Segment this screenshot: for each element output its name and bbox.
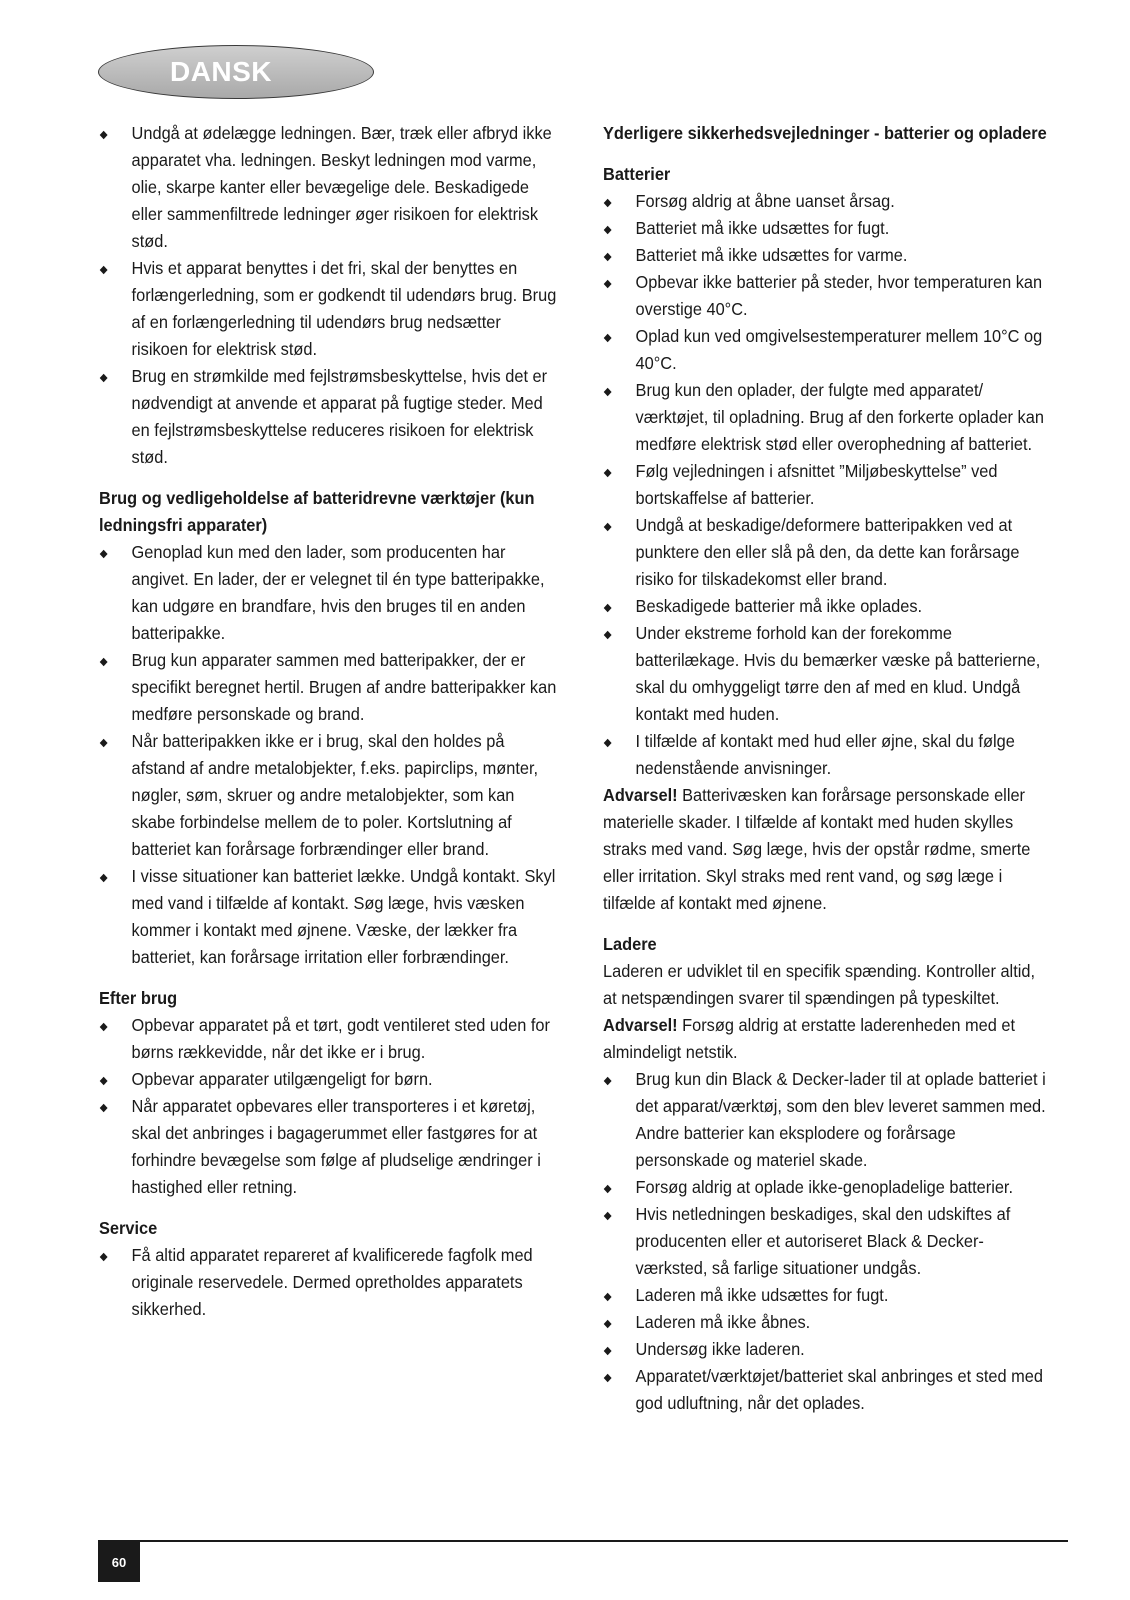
section-heading-chargers: Ladere: [603, 934, 657, 954]
list-item: Følg vejledningen i afsnittet ”Miljøbeskyttelse” ved bortskaffelse af batterier.: [603, 458, 1053, 512]
warning-label: Advarsel!: [603, 1015, 678, 1035]
language-label: DANSK: [169, 56, 273, 87]
list-item: Under ekstreme forhold kan der forekomme batterilækage. Hvis du bemærker væske på batterierne, skal du omhyggeligt tørre den af med en klud. Undgå kontakt med huden.: [603, 620, 1053, 728]
service-bullet-list: [99, 1242, 559, 1323]
warning-label: Advarsel!: [603, 785, 678, 805]
list-item: Laderen må ikke udsættes for fugt.: [603, 1282, 1053, 1309]
list-item: Når batteripakken ikke er i brug, skal den holdes på afstand af andre metalobjekter, f.eks. papirclips, mønter, nøgler, søm, skruer og andre metalobjekter, som kan skabe forbindelse mellem de to poler. Kortslutning af batteriet kan forårsage forbrændinger eller brand.: [99, 728, 559, 863]
section-heading-after-use: Efter brug: [99, 988, 178, 1008]
list-item: Få altid apparatet repareret af kvalificerede fagfolk med originale reservedele. Dermed opretholdes apparatets sikkerhed.: [99, 1242, 559, 1323]
list-item: Brug kun den oplader, der fulgte med apparatet/ værktøjet, til opladning. Brug af den forkerte oplader kan medføre elektrisk stød eller overophedning af batteriet.: [603, 377, 1053, 458]
list-item: Genoplad kun med den lader, som producenten har angivet. En lader, der er velegnet til én type batteripakke, kan udgøre en brandfare, hvis den bruges til en anden batteripakke.: [99, 539, 559, 647]
list-item: Laderen må ikke åbnes.: [603, 1309, 1053, 1336]
warning-text: Forsøg aldrig at erstatte laderenheden med et almindeligt netstik.: [603, 1015, 1016, 1062]
intro-bullet-list: [99, 120, 559, 471]
warning-text: Batterivæsken kan forårsage personskade eller materielle skader. I tilfælde af kontakt med huden skylles straks med vand. Søg læge, hvis der opstår rødme, smerte eller irritation. Skyl straks med rent vand, og søg læge i tilfælde af kontakt med øjnene.: [603, 785, 1031, 913]
list-item: Undgå at beskadige/deformere batteripakken ved at punktere den eller slå på den, da dette kan forårsage risiko for tilskadekomst eller brand.: [603, 512, 1053, 593]
list-item: Beskadigede batterier må ikke oplades.: [603, 593, 1053, 620]
list-item: Når apparatet opbevares eller transporteres i et køretøj, skal det anbringes i bagagerummet eller fastgøres for at forhindre bevægelse som følge af pludselige ændringer i hastighed eller retning.: [99, 1093, 559, 1201]
list-item: Undersøg ikke laderen.: [603, 1336, 1053, 1363]
section-heading-extra-safety: Yderligere sikkerhedsvejledninger - batterier og opladere: [603, 123, 1047, 143]
list-item: Batteriet må ikke udsættes for varme.: [603, 242, 1053, 269]
list-item: Forsøg aldrig at oplade ikke-genopladelige batterier.: [603, 1174, 1053, 1201]
language-badge: [98, 45, 374, 99]
list-item: Hvis netledningen beskadiges, skal den udskiftes af producenten eller et autoriseret Black & Decker-værksted, så farlige situationer undgås.: [603, 1201, 1053, 1282]
left-column: [99, 120, 559, 1323]
list-item: Brug kun apparater sammen med batteripakker, der er specifikt beregnet hertil. Brugen af andre batteripakker kan medføre personskade og brand.: [99, 647, 559, 728]
list-item: Forsøg aldrig at åbne uanset årsag.: [603, 188, 1053, 215]
battery-tools-bullet-list: [99, 539, 559, 971]
right-column: [603, 120, 1053, 1417]
chargers-bullet-list: [603, 1066, 1053, 1417]
battery-warning-paragraph: [603, 782, 1053, 917]
list-item: Opbevar apparater utilgængeligt for børn.: [99, 1066, 559, 1093]
batteries-bullet-list: [603, 188, 1053, 782]
list-item: I tilfælde af kontakt med hud eller øjne, skal du følge nedenstående anvisninger.: [603, 728, 1053, 782]
page-number: 60: [111, 1554, 127, 1570]
footer-divider: [98, 1540, 1068, 1542]
page-number-box: [98, 1542, 140, 1582]
list-item: Apparatet/værktøjet/batteriet skal anbringes et sted med god udluftning, når det oplades.: [603, 1363, 1053, 1417]
list-item: Undgå at ødelægge ledningen. Bær, træk eller afbryd ikke apparatet vha. ledningen. Beskyt ledningen mod varme, olie, skarpe kanter eller bevægelige dele. Beskadigede eller sammenfiltrede ledninger øger risikoen for elektrisk stød.: [99, 120, 559, 255]
after-use-bullet-list: [99, 1012, 559, 1201]
list-item: I visse situationer kan batteriet lække. Undgå kontakt. Skyl med vand i tilfælde af kontakt. Søg læge, hvis væsken kommer i kontakt med øjnene. Væske, der lækker fra batteriet, kan forårsage irritation eller forbrændinger.: [99, 863, 559, 971]
charger-warning-paragraph: [603, 1012, 1053, 1066]
list-item: Opbevar apparatet på et tørt, godt ventileret sted uden for børns rækkevidde, når det ikke er i brug.: [99, 1012, 559, 1066]
section-heading-batteries: Batterier: [603, 164, 671, 184]
list-item: Hvis et apparat benyttes i det fri, skal der benyttes en forlængerledning, som er godkendt til udendørs brug. Brug af en forlængerledning til udendørs brug nedsætter risikoen for elektrisk stød.: [99, 255, 559, 363]
chargers-intro-paragraph: Laderen er udviklet til en specifik spænding. Kontroller altid, at netspændingen svarer til spændingen på typeskiltet.: [603, 961, 1036, 1008]
list-item: Oplad kun ved omgivelsestemperaturer mellem 10°C og 40°C.: [603, 323, 1053, 377]
section-heading-service: Service: [99, 1218, 158, 1238]
list-item: Batteriet må ikke udsættes for fugt.: [603, 215, 1053, 242]
list-item: Brug en strømkilde med fejlstrømsbeskyttelse, hvis det er nødvendigt at anvende et apparat på fugtige steder. Med en fejlstrømsbeskyttelse reduceres risikoen for elektrisk stød.: [99, 363, 559, 471]
section-heading-battery-tools: Brug og vedligeholdelse af batteridrevne værktøjer (kun ledningsfri apparater): [99, 488, 535, 535]
list-item: Opbevar ikke batterier på steder, hvor temperaturen kan overstige 40°C.: [603, 269, 1053, 323]
list-item: Brug kun din Black & Decker-lader til at oplade batteriet i det apparat/værktøj, som den blev leveret sammen med. Andre batterier kan eksplodere og forårsage personskade og materiel skade.: [603, 1066, 1053, 1174]
